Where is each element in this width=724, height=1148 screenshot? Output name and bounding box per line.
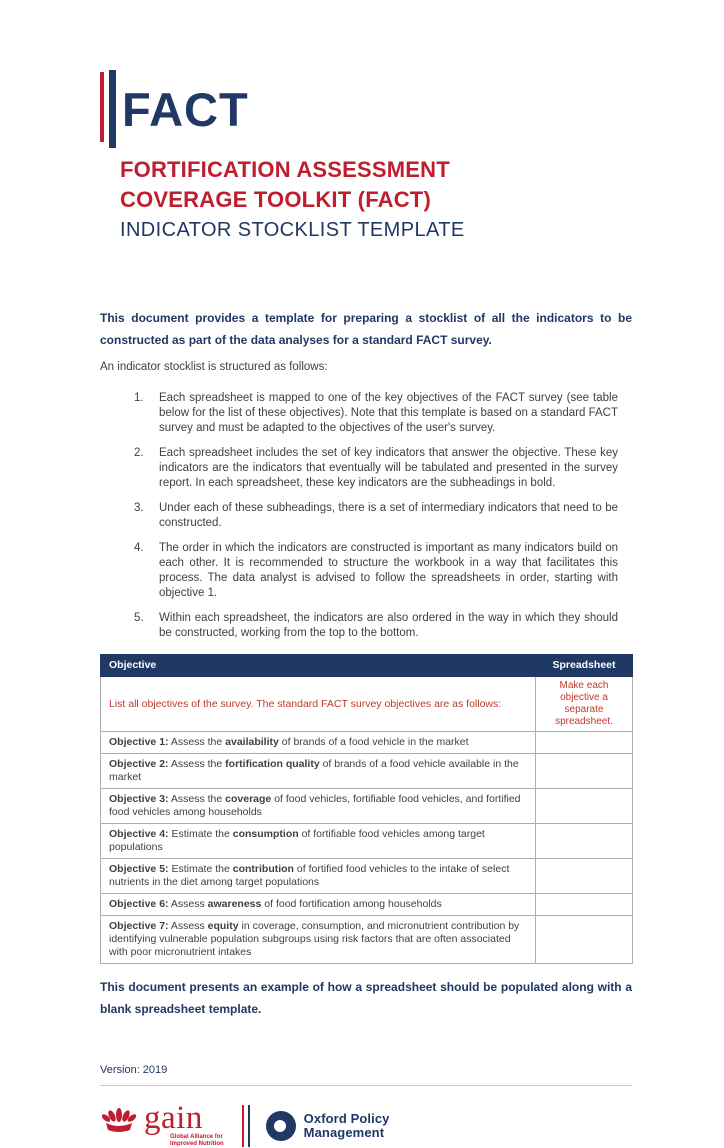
table-row [101,754,633,789]
spreadsheet-cell [536,894,633,916]
spreadsheet-cell [536,754,633,789]
gain-wordmark: gain [144,1100,203,1136]
objective-text: Estimate the [168,863,233,875]
objectives-table [100,654,633,964]
list-item-number: 2. [134,447,144,459]
footer-logos [100,1100,632,1148]
gain-tagline-line2: Improved Nutrition [170,1141,224,1147]
objective-text: of food fortification among households [261,898,442,910]
footer-logo-separator [242,1105,250,1147]
spreadsheet-cell [536,916,633,964]
objective-keyword: awareness [207,898,262,910]
list-item-text: Within each spreadsheet, the indicators are also ordered in the way in which they should be constructed, working from the top to the bottom. [159,612,618,639]
objective-text: of brands of a food vehicle in the market [278,736,469,748]
list-item [100,446,632,491]
objective-cell [101,894,536,916]
list-item-number: 5. [134,612,144,624]
doc-title-line1: FORTIFICATION ASSESSMENT [120,157,450,182]
doc-title-line2: COVERAGE TOOLKIT (FACT) [120,187,431,212]
separator-red-bar [242,1105,244,1147]
objective-text: Estimate the [168,828,233,840]
objective-label: Objective 6: [109,898,169,910]
objective-keyword: coverage [225,793,272,805]
list-item-text: Each spreadsheet includes the set of key indicators that answer the objective. These key indicators are the indicators that eventually will be tabulated and presented in the survey report. In each spreadsheet, these key indicators are the subheadings in bold. [159,447,618,489]
spreadsheet-cell [536,859,633,894]
objective-column-header: Objective [101,655,536,677]
gain-logo [100,1100,224,1148]
objective-text: Assess the [168,758,226,770]
objective-text: of food vehicles, fortifiable food vehicles, and fortified food vehicles among households [109,793,521,818]
page-content [100,0,632,1148]
list-item-number: 1. [134,392,144,404]
table-header-row [101,655,633,677]
doc-subtitle: INDICATOR STOCKLIST TEMPLATE [120,219,465,241]
gain-tagline-line1: Global Alliance for [170,1134,223,1140]
objective-cell [101,754,536,789]
objective-label: Objective 3: [109,793,169,805]
document-titles [100,155,632,243]
table-row [101,894,633,916]
objective-label: Objective 1: [109,736,169,748]
list-item [100,501,632,531]
list-item-number: 3. [134,502,144,514]
objective-text: of brands of a food vehicle available in the market [109,758,519,783]
table-row [101,859,633,894]
objective-label: Objective 7: [109,920,169,932]
objective-text: in coverage, consumption, and micronutrient contribution by identifying vulnerable population subgroups using risk factors that are often associated with poor micronutrient intakes [109,920,520,958]
list-item [100,611,632,641]
opm-circle-icon [266,1111,296,1141]
brand-block [100,70,632,148]
objective-keyword: availability [225,736,279,748]
objective-keyword: equity [207,920,239,932]
spreadsheet-cell [536,789,633,824]
spreadsheet-column-header: Spreadsheet [536,655,633,677]
list-item-text: The order in which the indicators are constructed is important as many indicators build on each other. It is recommended to structure the workbook in a way that facilitates this process. The data analyst is advised to follow the spreadsheets in order, starting with objective 1. [159,542,618,599]
brand-navy-bar [109,70,116,148]
fact-logo-text: FACT [122,82,249,136]
table-row [101,824,633,859]
table-row [101,916,633,964]
list-item [100,391,632,436]
list-item-text: Each spreadsheet is mapped to one of the key objectives of the FACT survey (see table below for the list of these objectives). Note that this template is based on a standard FACT survey and must be adapted to the objectives of the user's survey. [159,392,618,434]
objective-cell [101,916,536,964]
table-note-row [101,677,633,732]
objective-label: Objective 4: [109,828,169,840]
objective-label: Objective 5: [109,863,169,875]
closing-paragraph: This document presents an example of how a spreadsheet should be populated along with a blank spreadsheet template. [100,980,632,1016]
list-item [100,541,632,601]
objective-keyword: contribution [232,863,294,875]
brand-red-bar [100,72,104,142]
objective-text: Assess [168,920,208,932]
opm-wordmark-line1: Oxford Policy [303,1111,390,1126]
list-intro: An indicator stocklist is structured as follows: [100,361,328,373]
note-objective-cell: List all objectives of the survey. The standard FACT survey objectives are as follows: [101,677,536,732]
objective-keyword: consumption [232,828,299,840]
table-row [101,789,633,824]
list-item-number: 4. [134,542,144,554]
objective-text: Assess the [168,793,226,805]
lead-paragraph: This document provides a template for preparing a stocklist of all the indicators to be constructed as part of the data analyses for a standard FACT survey. [100,311,632,347]
footer-divider-rule [100,1085,632,1086]
spreadsheet-cell [536,732,633,754]
objective-text: Assess [168,898,208,910]
objective-keyword: fortification quality [225,758,320,770]
objective-cell [101,789,536,824]
opm-wordmark [304,1112,390,1139]
gain-tagline [170,1134,224,1148]
separator-navy-bar [248,1105,250,1147]
note-spreadsheet-cell: Make each objective a separate spreadsheet. [536,677,633,732]
objective-cell [101,824,536,859]
objective-text: of fortified food vehicles to the intake of select nutrients in the diet among target populations [109,863,510,888]
objective-cell [101,732,536,754]
objective-label: Objective 2: [109,758,169,770]
objective-text: of fortifiable food vehicles among target populations [109,828,485,853]
list-item-text: Under each of these subheadings, there is a set of intermediary indicators that need to be constructed. [159,502,618,529]
objective-cell [101,859,536,894]
spreadsheet-cell [536,824,633,859]
objective-text: Assess the [168,736,226,748]
gain-icon [100,1103,138,1140]
opm-wordmark-line2: Management [303,1124,385,1140]
numbered-list [100,391,632,641]
gain-wordmark-block [144,1100,224,1148]
table-row [101,732,633,754]
opm-logo [266,1111,390,1141]
version-text: Version: 2019 [100,1064,168,1076]
